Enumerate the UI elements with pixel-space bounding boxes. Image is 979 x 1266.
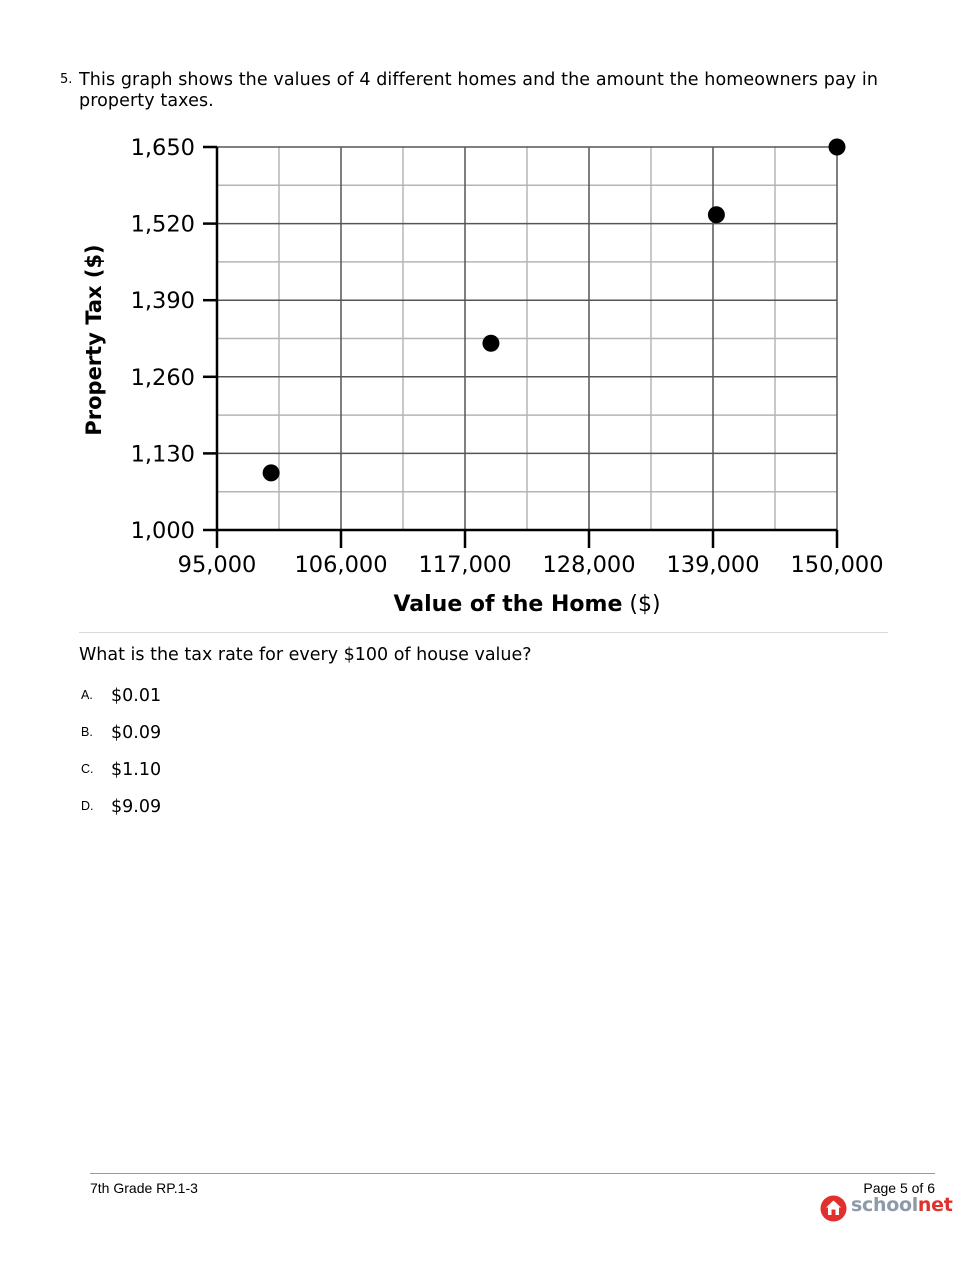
logo-wordmark (851, 1194, 953, 1216)
data-point (263, 464, 280, 481)
option-text: $1.10 (111, 760, 162, 780)
y-tick-label: 1,130 (130, 441, 195, 468)
question-text: This graph shows the values of 4 different homes and the amount the homeowners pay in property taxes. (79, 70, 879, 111)
option-letter: A. (81, 688, 93, 702)
x-tick-label: 128,000 (542, 552, 636, 578)
x-tick-label: 106,000 (294, 552, 388, 578)
footer-divider (90, 1173, 935, 1174)
x-tick-label: 95,000 (177, 552, 257, 578)
x-tick-label: 117,000 (418, 552, 512, 578)
property-tax-chart (0, 0, 979, 630)
option-text: $9.09 (111, 797, 162, 817)
data-point (708, 206, 725, 223)
question-number: 5. (60, 72, 73, 87)
option-letter: B. (81, 725, 93, 739)
logo-word-school: school (851, 1194, 918, 1216)
y-tick-label: 1,520 (130, 211, 195, 238)
option-text: $0.09 (111, 723, 162, 743)
x-axis-title-text: Value of the Home (393, 592, 623, 617)
logo-word-net: net (917, 1194, 953, 1216)
divider (79, 632, 888, 633)
question-prompt: What is the tax rate for every $100 of house value? (79, 645, 532, 665)
x-axis-title-unit: ($) (622, 592, 661, 617)
x-axis-title (393, 592, 660, 617)
y-tick-label: 1,650 (130, 135, 195, 161)
footer-course-label: 7th Grade RP.1-3 (90, 1180, 198, 1196)
y-tick-label: 1,260 (130, 364, 195, 391)
option-letter: C. (81, 762, 94, 776)
x-tick-label: 150,000 (790, 552, 884, 578)
data-point (829, 139, 846, 156)
y-tick-label: 1,000 (130, 518, 195, 544)
option-text: $0.01 (111, 686, 162, 706)
x-tick-label: 139,000 (666, 552, 760, 578)
option-letter: D. (81, 799, 94, 813)
footer-page-number: Page 5 of 6 (863, 1180, 935, 1196)
schoolnet-logo (820, 1194, 953, 1224)
y-tick-label: 1,390 (130, 288, 195, 315)
house-icon (820, 1195, 847, 1222)
y-axis-title: Property Tax ($) (82, 244, 106, 436)
data-point (482, 335, 499, 352)
